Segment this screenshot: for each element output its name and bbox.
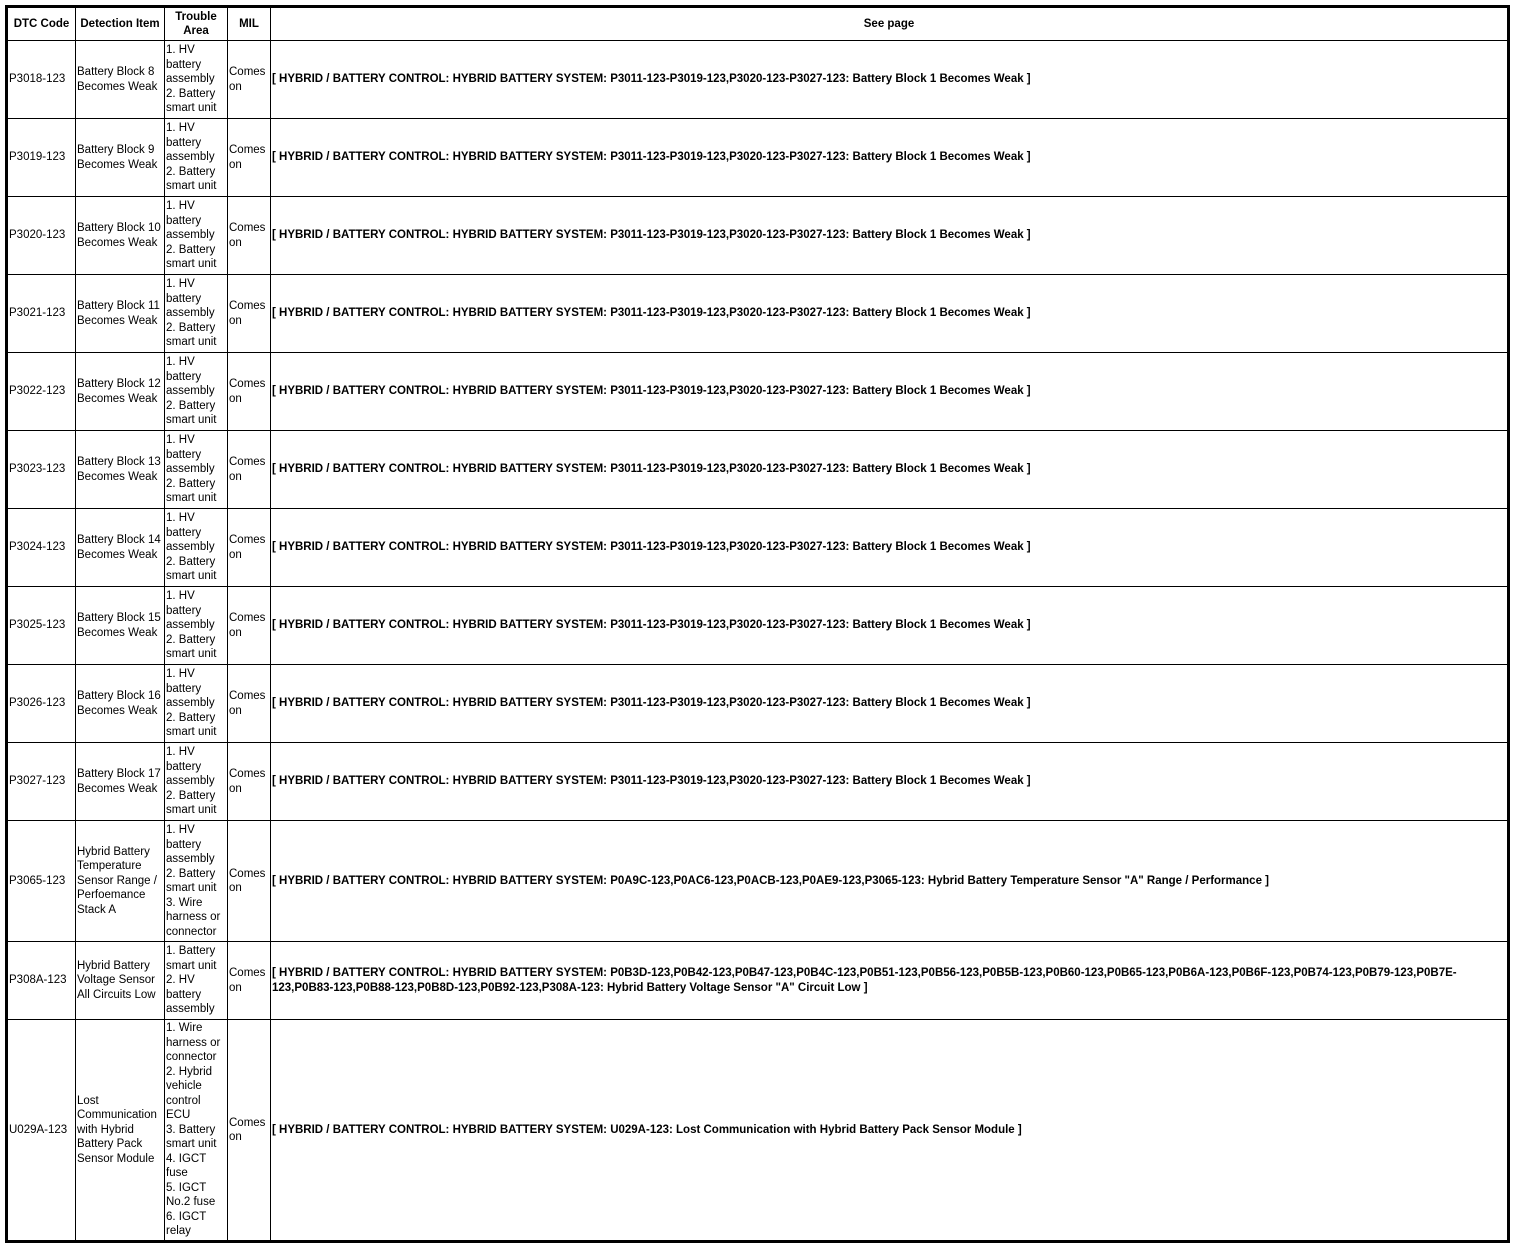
header-trouble-area: Trouble Area [165,7,228,41]
trouble-area-cell [165,197,228,275]
mil-cell: Comes on [228,431,271,509]
see-page-link[interactable]: [ HYBRID / BATTERY CONTROL: HYBRID BATTERY SYSTEM: P3011-123-P3019-123,P3020-123-P3027-123: Battery Block 1 Becomes Weak ] [271,41,1509,119]
mil-cell: Comes on [228,119,271,197]
detection-item-cell: Hybrid Battery Temperature Sensor Range / Perfoemance Stack A [76,821,165,942]
see-page-link[interactable]: [ HYBRID / BATTERY CONTROL: HYBRID BATTERY SYSTEM: P0B3D-123,P0B42-123,P0B47-123,P0B4C-123,P0B51-123,P0B56-123,P0B5B-123,P0B60-123,P0B65-123,P0B6A-123,P0B6F-123,P0B74-123,P0B79-123,P0B7E-123,P0B83-123,P0B88-123,P0B8D-123,P0B92-123,P308A-123: Hybrid Battery Voltage Sensor "A" Circuit Low ] [271,942,1509,1020]
trouble-area-entry: 2. Hybrid vehicle control ECU [166,1065,213,1122]
trouble-area-entry: 2. Battery smart unit [166,633,217,661]
dtc-code-cell: P3022-123 [7,353,76,431]
mil-cell: Comes on [228,821,271,942]
table-body [7,41,1509,1242]
dtc-code-cell: P3065-123 [7,821,76,942]
mil-cell: Comes on [228,587,271,665]
trouble-area-cell [165,353,228,431]
trouble-area-entry: 1. HV battery assembly [166,122,215,164]
trouble-area-entry: 1. HV battery assembly [166,278,215,320]
see-page-link[interactable]: [ HYBRID / BATTERY CONTROL: HYBRID BATTERY SYSTEM: P3011-123-P3019-123,P3020-123-P3027-123: Battery Block 1 Becomes Weak ] [271,119,1509,197]
see-page-link[interactable]: [ HYBRID / BATTERY CONTROL: HYBRID BATTERY SYSTEM: P3011-123-P3019-123,P3020-123-P3027-123: Battery Block 1 Becomes Weak ] [271,197,1509,275]
table-row [7,353,1509,431]
trouble-area-entry: 2. Battery smart unit [166,867,217,894]
detection-item-cell: Battery Block 12 Becomes Weak [76,353,165,431]
trouble-area-cell [165,942,228,1020]
trouble-area-entry: 1. HV battery assembly [166,824,215,865]
trouble-area-cell [165,509,228,587]
dtc-table [5,5,1510,1243]
trouble-area-cell [165,665,228,743]
table-row [7,197,1509,275]
dtc-code-cell: P3024-123 [7,509,76,587]
trouble-area-entry: 2. Battery smart unit [166,555,217,583]
trouble-area-entry: 2. Battery smart unit [166,789,217,817]
table-row [7,665,1509,743]
table-row [7,1020,1509,1242]
detection-item-cell: Lost Communication with Hybrid Battery Pack Sensor Module [76,1020,165,1242]
table-row [7,942,1509,1020]
trouble-area-cell [165,1020,228,1242]
trouble-area-entry: 3. Battery smart unit [166,1123,217,1151]
trouble-area-entry: 5. IGCT No.2 fuse [166,1181,216,1209]
see-page-link[interactable]: [ HYBRID / BATTERY CONTROL: HYBRID BATTERY SYSTEM: P3011-123-P3019-123,P3020-123-P3027-123: Battery Block 1 Becomes Weak ] [271,431,1509,509]
mil-cell: Comes on [228,197,271,275]
mil-cell: Comes on [228,353,271,431]
table-row [7,275,1509,353]
see-page-link[interactable]: [ HYBRID / BATTERY CONTROL: HYBRID BATTERY SYSTEM: P0A9C-123,P0AC6-123,P0ACB-123,P0AE9-123,P3065-123: Hybrid Battery Temperature Sensor "A" Range / Performance ] [271,821,1509,942]
trouble-area-cell [165,431,228,509]
mil-cell: Comes on [228,275,271,353]
header-dtc-code: DTC Code [7,7,76,41]
dtc-code-cell: P3026-123 [7,665,76,743]
trouble-area-entry: 4. IGCT fuse [166,1152,207,1180]
mil-cell: Comes on [228,743,271,821]
detection-item-cell: Battery Block 17 Becomes Weak [76,743,165,821]
detection-item-cell: Battery Block 13 Becomes Weak [76,431,165,509]
see-page-link[interactable]: [ HYBRID / BATTERY CONTROL: HYBRID BATTERY SYSTEM: P3011-123-P3019-123,P3020-123-P3027-123: Battery Block 1 Becomes Weak ] [271,587,1509,665]
trouble-area-entry: 1. HV battery assembly [166,512,215,554]
header-mil: MIL [228,7,271,41]
trouble-area-entry: 1. HV battery assembly [166,356,215,398]
table-row [7,41,1509,119]
detection-item-cell: Battery Block 10 Becomes Weak [76,197,165,275]
detection-item-cell: Hybrid Battery Voltage Sensor All Circuits Low [76,942,165,1020]
header-detection-item: Detection Item [76,7,165,41]
table-row [7,821,1509,942]
dtc-code-cell: U029A-123 [7,1020,76,1242]
mil-cell: Comes on [228,1020,271,1242]
see-page-link[interactable]: [ HYBRID / BATTERY CONTROL: HYBRID BATTERY SYSTEM: P3011-123-P3019-123,P3020-123-P3027-123: Battery Block 1 Becomes Weak ] [271,665,1509,743]
trouble-area-entry: 1. HV battery assembly [166,746,215,788]
trouble-area-entry: 1. HV battery assembly [166,434,215,476]
trouble-area-entry: 2. Battery smart unit [166,711,217,739]
header-see-page: See page [271,7,1509,41]
dtc-code-cell: P3018-123 [7,41,76,119]
mil-cell: Comes on [228,942,271,1020]
trouble-area-entry: 2. Battery smart unit [166,399,217,427]
trouble-area-entry: 2. Battery smart unit [166,87,217,115]
table-row [7,587,1509,665]
dtc-code-cell: P3023-123 [7,431,76,509]
dtc-code-cell: P308A-123 [7,942,76,1020]
detection-item-cell: Battery Block 9 Becomes Weak [76,119,165,197]
table-row [7,743,1509,821]
dtc-code-cell: P3027-123 [7,743,76,821]
detection-item-cell: Battery Block 14 Becomes Weak [76,509,165,587]
mil-cell: Comes on [228,665,271,743]
trouble-area-entry: 1. HV battery assembly [166,668,215,710]
detection-item-cell: Battery Block 11 Becomes Weak [76,275,165,353]
detection-item-cell: Battery Block 16 Becomes Weak [76,665,165,743]
trouble-area-cell [165,275,228,353]
table-row [7,119,1509,197]
trouble-area-entry: 1. Battery smart unit [166,945,217,972]
trouble-area-cell [165,587,228,665]
trouble-area-cell [165,119,228,197]
trouble-area-entry: 1. HV battery assembly [166,44,215,86]
dtc-code-cell: P3025-123 [7,587,76,665]
trouble-area-cell [165,743,228,821]
trouble-area-cell [165,41,228,119]
detection-item-cell: Battery Block 8 Becomes Weak [76,41,165,119]
table-header-row [7,7,1509,41]
dtc-code-cell: P3021-123 [7,275,76,353]
see-page-link[interactable]: [ HYBRID / BATTERY CONTROL: HYBRID BATTERY SYSTEM: P3011-123-P3019-123,P3020-123-P3027-123: Battery Block 1 Becomes Weak ] [271,509,1509,587]
see-page-link[interactable]: [ HYBRID / BATTERY CONTROL: HYBRID BATTERY SYSTEM: P3011-123-P3019-123,P3020-123-P3027-123: Battery Block 1 Becomes Weak ] [271,743,1509,821]
table-row [7,431,1509,509]
trouble-area-entry: 1. HV battery assembly [166,200,215,242]
detection-item-cell: Battery Block 15 Becomes Weak [76,587,165,665]
dtc-code-cell: P3019-123 [7,119,76,197]
trouble-area-cell [165,821,228,942]
trouble-area-entry: 2. Battery smart unit [166,243,217,271]
trouble-area-entry: 2. HV battery assembly [166,974,215,1016]
trouble-area-entry: 6. IGCT relay [166,1210,207,1238]
see-page-link[interactable]: [ HYBRID / BATTERY CONTROL: HYBRID BATTERY SYSTEM: U029A-123: Lost Communication with Hybrid Battery Pack Sensor Module ] [271,1020,1509,1242]
trouble-area-entry: 2. Battery smart unit [166,321,217,349]
trouble-area-entry: 3. Wire harness or connector [166,896,221,938]
trouble-area-entry: 1. HV battery assembly [166,590,215,632]
mil-cell: Comes on [228,41,271,119]
trouble-area-entry: 2. Battery smart unit [166,477,217,505]
trouble-area-entry: 2. Battery smart unit [166,165,217,193]
dtc-code-cell: P3020-123 [7,197,76,275]
trouble-area-entry: 1. Wire harness or connector [166,1022,221,1064]
mil-cell: Comes on [228,509,271,587]
see-page-link[interactable]: [ HYBRID / BATTERY CONTROL: HYBRID BATTERY SYSTEM: P3011-123-P3019-123,P3020-123-P3027-123: Battery Block 1 Becomes Weak ] [271,275,1509,353]
see-page-link[interactable]: [ HYBRID / BATTERY CONTROL: HYBRID BATTERY SYSTEM: P3011-123-P3019-123,P3020-123-P3027-123: Battery Block 1 Becomes Weak ] [271,353,1509,431]
table-row [7,509,1509,587]
